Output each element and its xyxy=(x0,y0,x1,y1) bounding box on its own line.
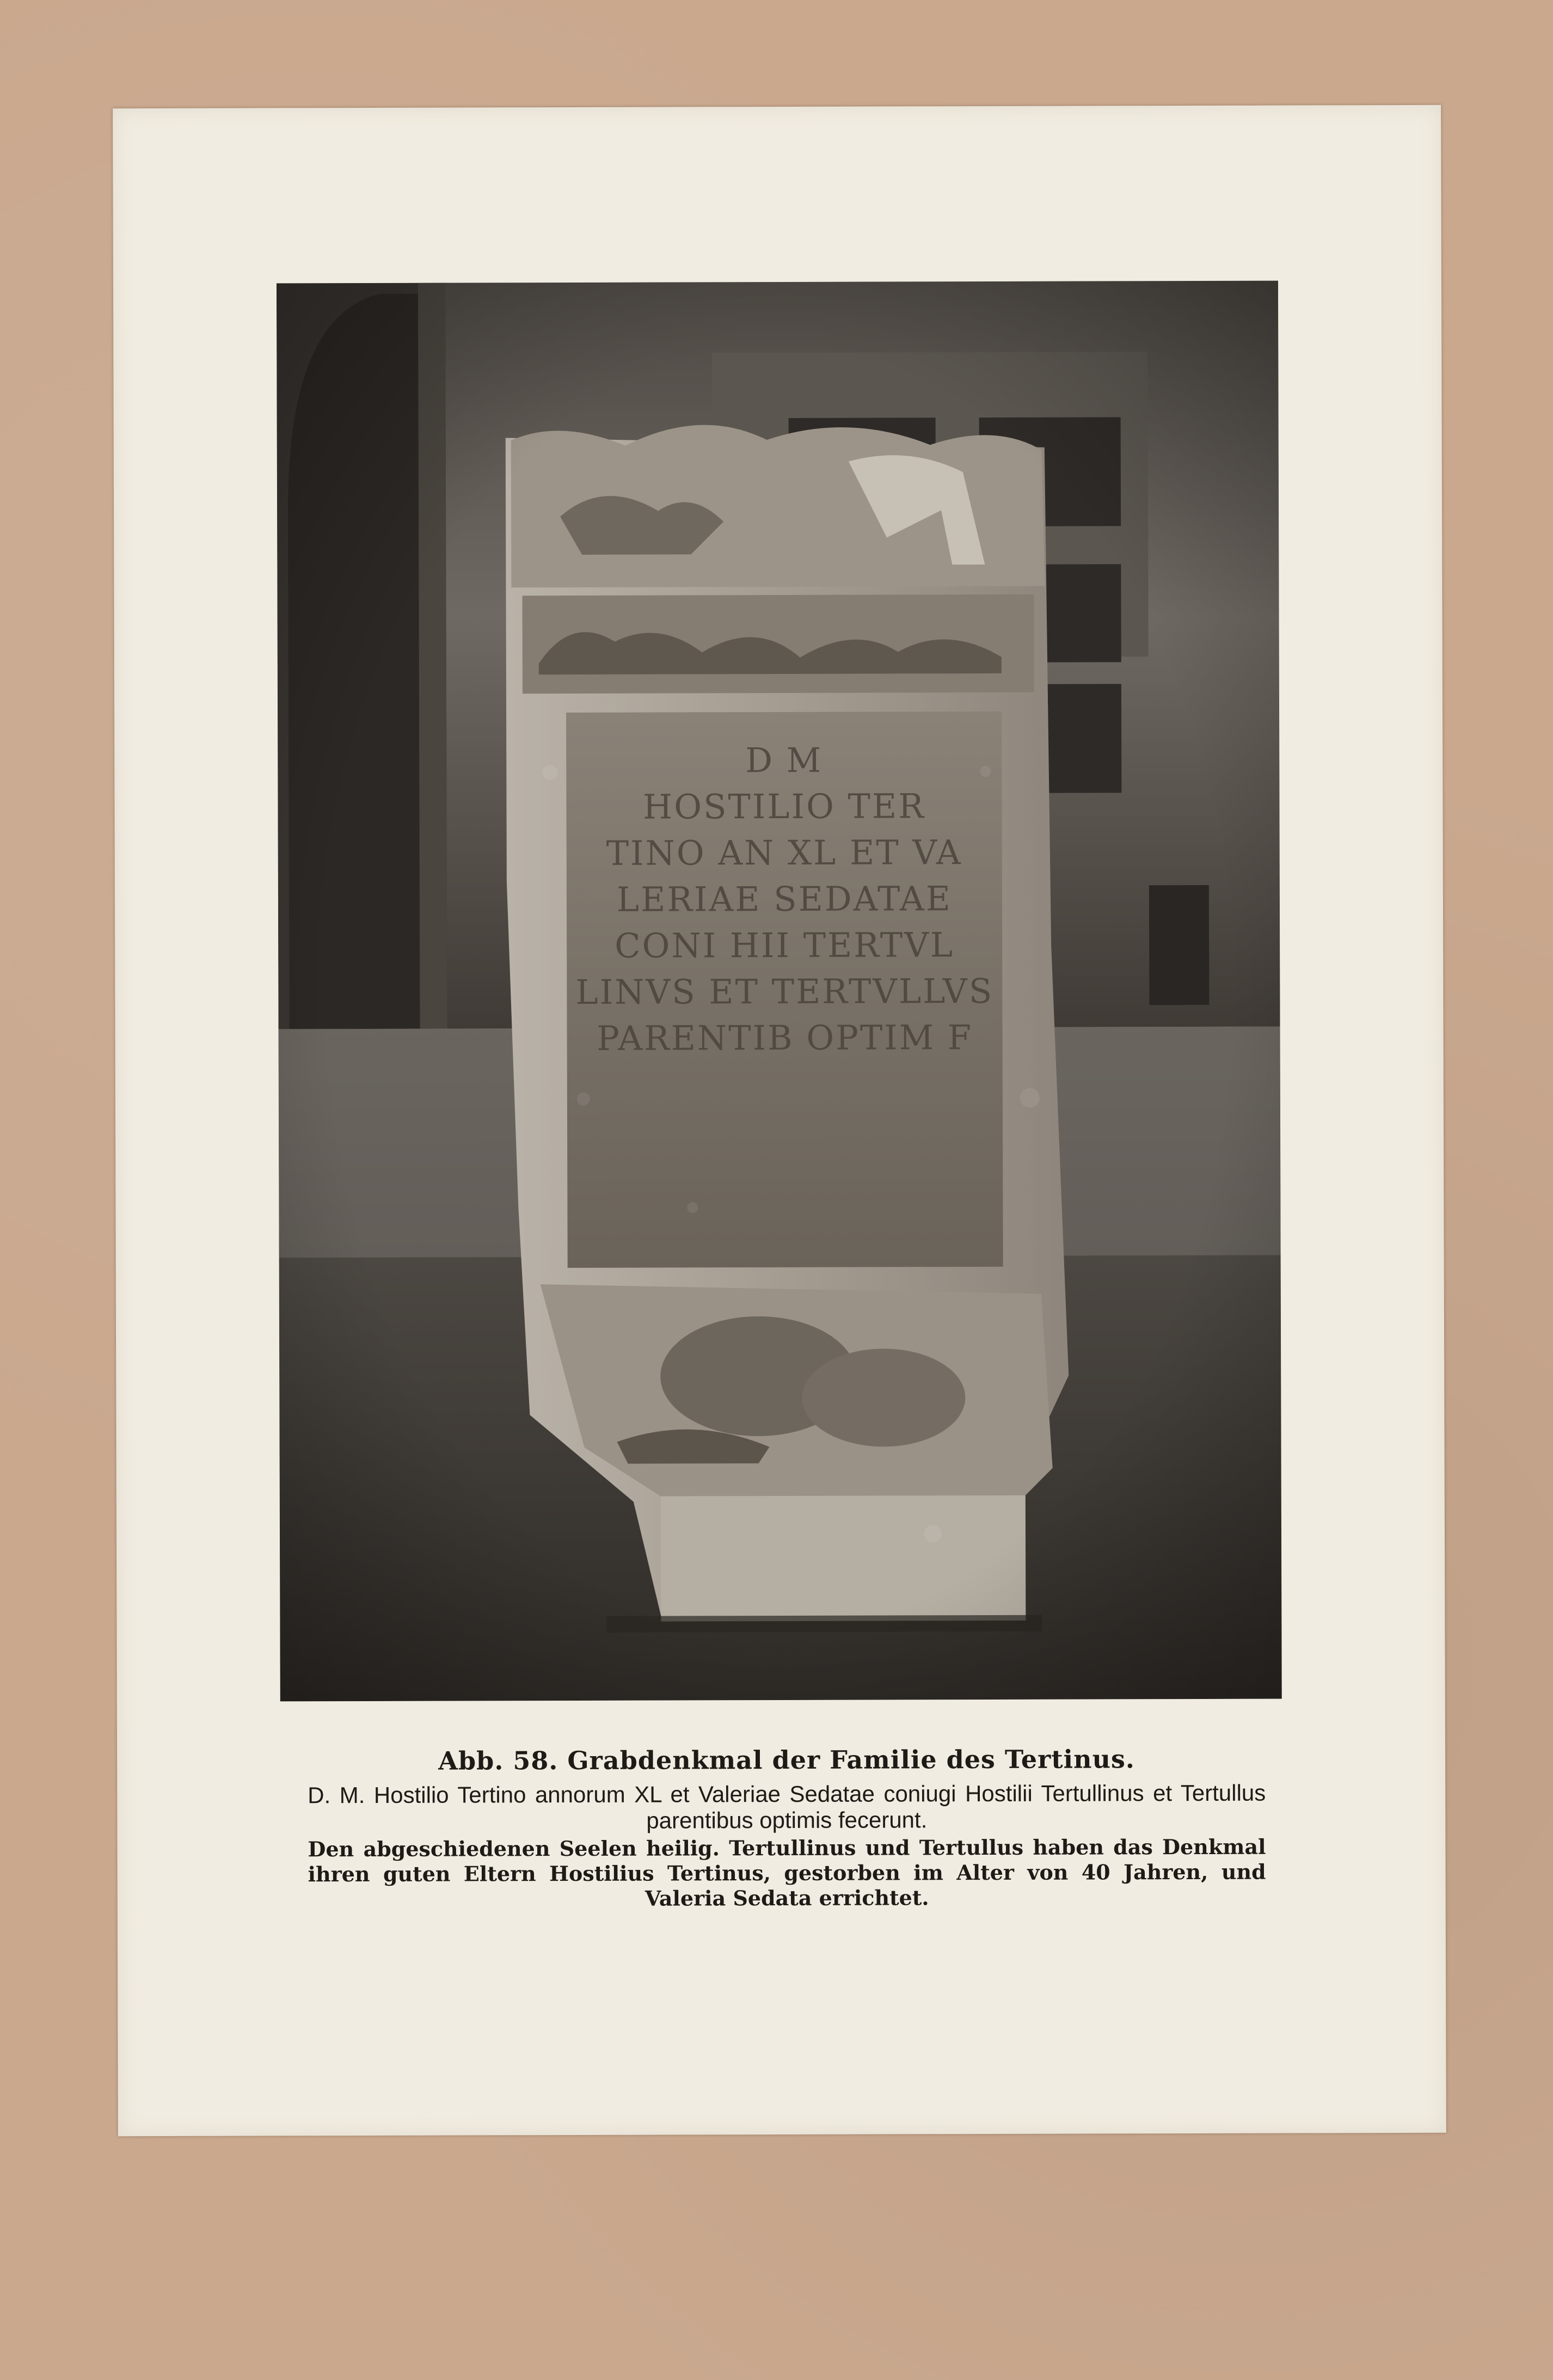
caption-latin-transcription: D. M. Hostilio Tertino annorum XL et Valeriae Sedatae coniugi Hostilii Tertullinus et Tertullus parentibus optimis fecerunt. xyxy=(308,1780,1266,1833)
figure-caption xyxy=(308,1744,1266,1912)
caption-german-translation: Den abgeschiedenen Seelen heilig. Tertullinus und Tertullus haben das Denkmal ihren guten Eltern Hostilius Tertinus, gestorben im Alter von 40 Jahren, und Valeria Sedata errichtet. xyxy=(308,1834,1266,1911)
caption-title: Abb. 58. Grabdenkmal der Familie des Tertinus. xyxy=(438,1744,1135,1776)
tombstone-photograph xyxy=(277,281,1282,1702)
mounted-print-page xyxy=(113,105,1446,2136)
